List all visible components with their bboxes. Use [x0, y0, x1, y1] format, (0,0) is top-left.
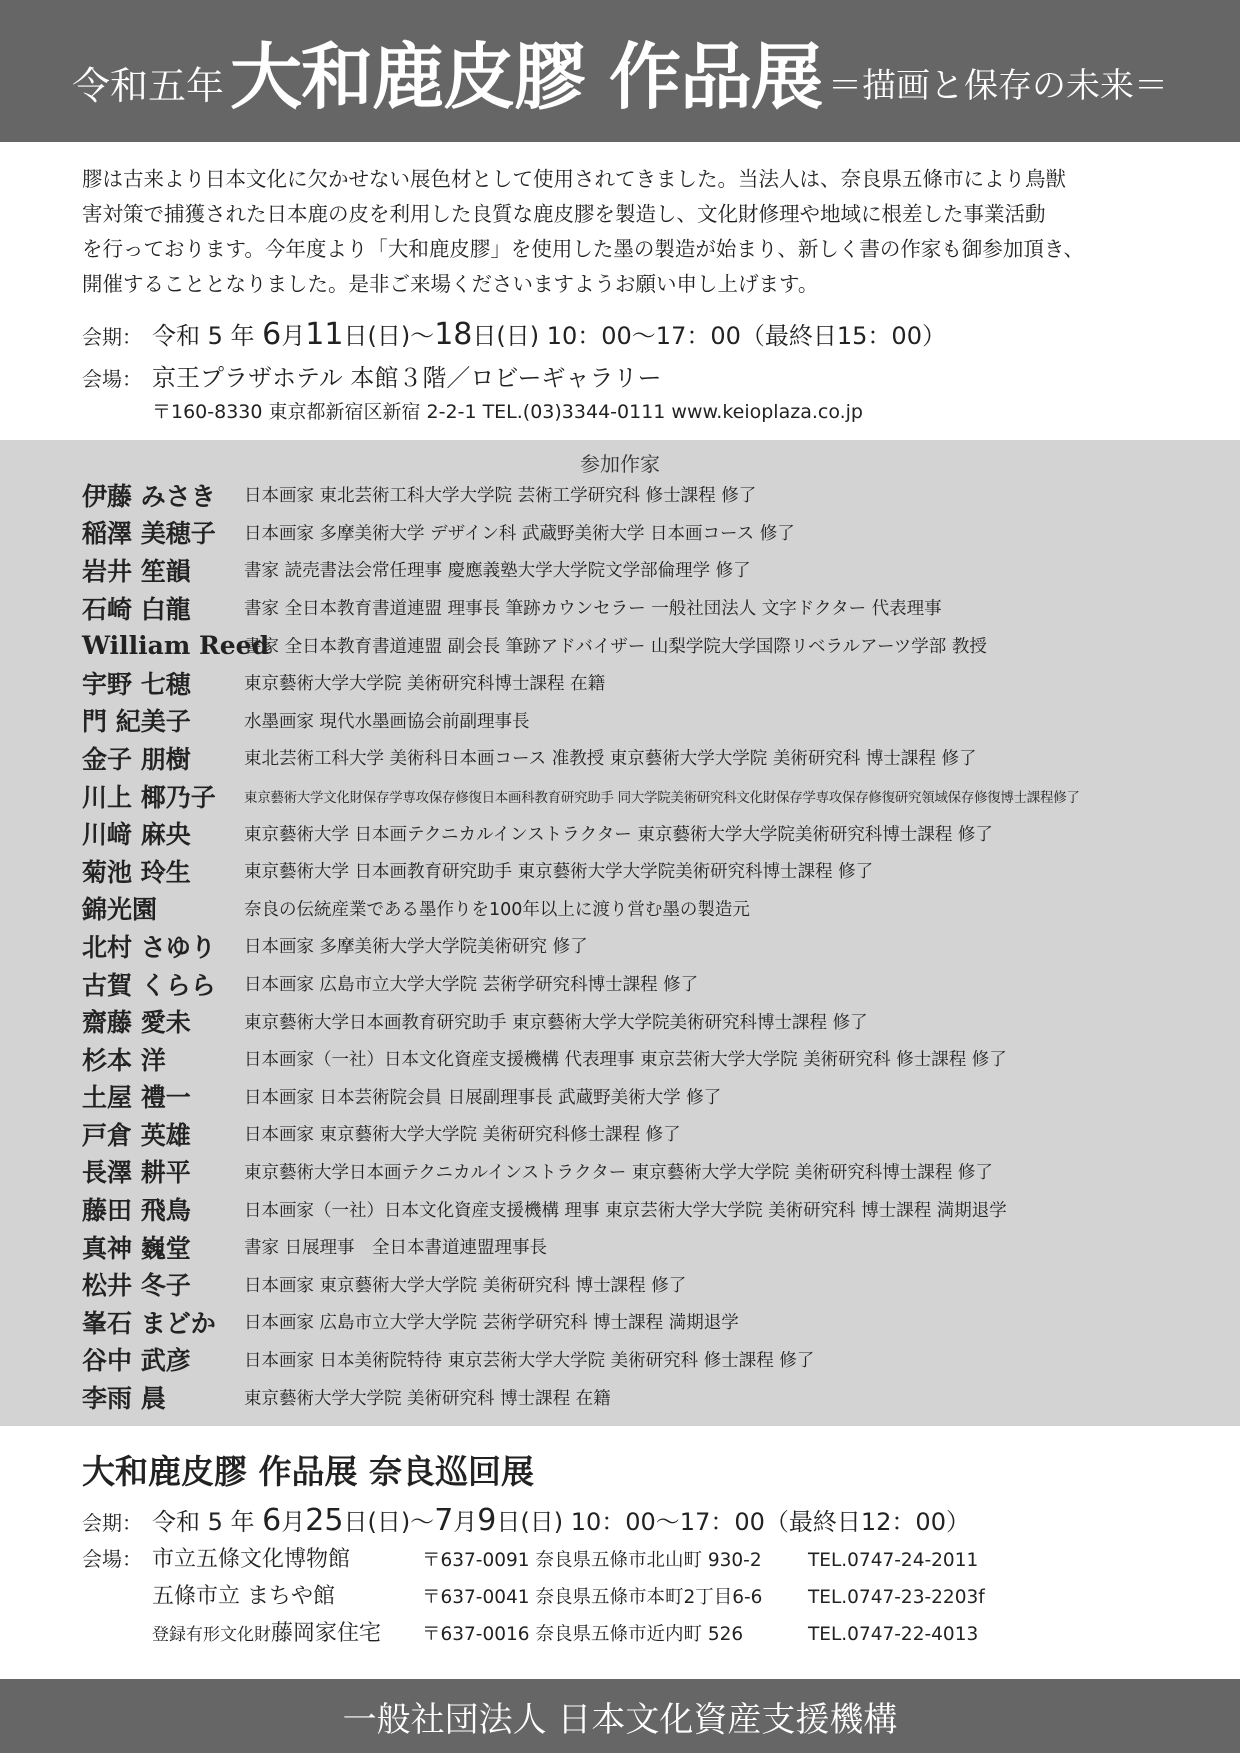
- intro-paragraph: [82, 162, 1172, 302]
- period-hours: 日(日) 10：00～17：00（最終日15：00）: [472, 322, 946, 350]
- artist-row: [82, 890, 1080, 928]
- artist-name: 土屋 禮一: [82, 1083, 191, 1113]
- period-label: 会期：: [82, 1511, 142, 1535]
- artist-name: 錦光園: [82, 895, 158, 925]
- venue-tel: TEL.0747-22-4013: [808, 1624, 979, 1645]
- artist-description: 日本画家 日本美術院特待 東京芸術大学大学院 美術研究科 修士課程 修了: [244, 1350, 815, 1371]
- artist-name: 古賀 くらら: [82, 970, 216, 1000]
- intro-line: 開催することとなりました。是非ご来場くださいますようお願い申し上げます。: [82, 272, 819, 296]
- artist-row: [82, 739, 1080, 777]
- artist-row: [82, 1190, 1080, 1228]
- artist-name: 伊藤 みさき: [82, 481, 216, 511]
- venue-name: [152, 1542, 422, 1573]
- artists-heading: 参加作家: [580, 452, 660, 476]
- artist-row: [82, 1002, 1080, 1040]
- venue-address: 〒160-8330 東京都新宿区新宿 2-2-1 TEL.(03)3344-0111 www.keioplaza.co.jp: [152, 401, 863, 423]
- artist-row: [82, 664, 1080, 702]
- artist-name: 宇野 七穂: [82, 669, 191, 699]
- period-end-month: 7: [434, 1503, 454, 1538]
- artist-name: 長澤 耕平: [82, 1158, 191, 1188]
- venue-label: 会場：: [82, 367, 142, 391]
- artist-description: 東京藝術大学大学院 美術研究科博士課程 在籍: [244, 674, 606, 695]
- artist-description: 書家 日展理事 全日本書道連盟理事長: [244, 1238, 548, 1259]
- artist-row: [82, 1378, 1080, 1416]
- tokyo-period: [82, 316, 946, 352]
- intro-line: 害対策で捕獲された日本鹿の皮を利用した良質な鹿皮膠を製造し、文化財修理や地域に根差した事業活動: [82, 202, 1046, 226]
- venue-name: [152, 1579, 422, 1610]
- artist-name: William Reed: [82, 630, 270, 660]
- artist-row: [82, 702, 1080, 740]
- artist-name: 真神 巍堂: [82, 1233, 191, 1263]
- artist-description: 日本画家 東京藝術大学大学院 美術研究科修士課程 修了: [244, 1125, 681, 1146]
- venue-prefix: 登録有形文化財: [152, 1625, 271, 1645]
- artist-row: [82, 1040, 1080, 1078]
- artist-row: [82, 927, 1080, 965]
- period-month-unit: 月: [281, 1508, 306, 1536]
- artist-description: 日本画家 日本芸術院会員 日展副理事長 武蔵野美術大学 修了: [244, 1087, 722, 1108]
- artist-name: 石崎 白龍: [82, 594, 191, 624]
- artist-description: 東京藝術大学大学院 美術研究科 博士課程 在籍: [244, 1388, 611, 1409]
- artist-description: 日本画家 広島市立大学大学院 芸術学研究科博士課程 修了: [244, 975, 699, 996]
- artist-row: [82, 551, 1080, 589]
- venue-name-text: 市立五條文化博物館: [152, 1547, 351, 1572]
- artist-row: [82, 1153, 1080, 1191]
- banner-subtitle: ＝描画と保存の未来＝: [828, 65, 1169, 106]
- venue-name: 京王プラザホテル 本館３階／ロビーギャラリー: [152, 364, 662, 392]
- period-label: 会期：: [82, 325, 142, 349]
- banner-prefix: 令和五年: [71, 63, 224, 108]
- artist-description: 日本画家 多摩美術大学 デザイン科 武蔵野美術大学 日本画コース 修了: [244, 523, 795, 544]
- artist-name: 戸倉 英雄: [82, 1120, 191, 1150]
- artist-name: 岩井 笙韻: [82, 556, 191, 586]
- artist-description: 水墨画家 現代水墨画協会前副理事長: [244, 711, 530, 732]
- artist-description: 東京藝術大学文化財保存学専攻保存修復日本画科教育研究助手 同大学院美術研究科文化財保存学専攻保存修復研究領域保存修復博士課程修了: [244, 789, 1080, 806]
- period-end-month-unit: 月: [453, 1508, 478, 1536]
- artist-description: 日本画家（一社）日本文化資産支援機構 理事 東京芸術大学大学院 美術研究科 博士課程 満期退学: [244, 1200, 1007, 1221]
- intro-line: を行っております。今年度より「大和鹿皮膠」を使用した墨の製造が始まり、新しく書の作家も御参加頂き、: [82, 237, 1085, 261]
- period-end-day: 9: [477, 1503, 497, 1538]
- venue-row: [82, 1579, 985, 1616]
- artist-description: 書家 全日本教育書道連盟 副会長 筆跡アドバイザー 山梨学院大学国際リベラルアーツ学部 教授: [244, 636, 987, 657]
- venue-name: [152, 1616, 422, 1647]
- artist-name: 齋藤 愛未: [82, 1008, 191, 1038]
- period-month: 6: [262, 317, 282, 352]
- artist-row: [82, 1265, 1080, 1303]
- artist-row: [82, 777, 1080, 815]
- artist-row: [82, 1341, 1080, 1379]
- artist-description: 書家 全日本教育書道連盟 理事長 筆跡カウンセラー 一般社団法人 文字ドクター 代表理事: [244, 599, 942, 620]
- artist-row: [82, 852, 1080, 890]
- period-separator: 日(日)～: [343, 1508, 435, 1536]
- venue-name-text: 五條市立 まちや館: [152, 1584, 335, 1609]
- venue-address: 〒637-0041 奈良県五條市本町2丁目6-6: [422, 1587, 763, 1608]
- artist-name: 門 紀美子: [82, 707, 191, 737]
- venue-name-text: 藤岡家住宅: [271, 1621, 382, 1646]
- artist-name: 李雨 晨: [82, 1384, 166, 1414]
- tokyo-venue: [82, 358, 946, 393]
- nara-title: 大和鹿皮膠 作品展 奈良巡回展: [82, 1452, 534, 1491]
- period-value: [152, 1502, 970, 1538]
- artist-name: 菊池 玲生: [82, 857, 191, 887]
- artist-row: [82, 1078, 1080, 1116]
- period-start-day: 25: [305, 1503, 344, 1538]
- tokyo-info: [82, 316, 946, 424]
- venue-tel: TEL.0747-24-2011: [808, 1550, 979, 1571]
- intro-line: 膠は古来より日本文化に欠かせない展色材として使用されてきました。当法人は、奈良県五條市により鳥獣: [82, 167, 1066, 191]
- artist-description: 東京藝術大学 日本画教育研究助手 東京藝術大学大学院美術研究科博士課程 修了: [244, 862, 874, 883]
- artist-description: 日本画家 広島市立大学大学院 芸術学研究科 博士課程 満期退学: [244, 1313, 739, 1334]
- venue-row: [82, 1616, 985, 1653]
- artist-row: [82, 1303, 1080, 1341]
- period-separator: 日(日)～: [343, 322, 435, 350]
- artist-description: 奈良の伝統産業である墨作りを100年以上に渡り営む墨の製造元: [244, 899, 750, 920]
- organizer-footer: 一般社団法人 日本文化資産支援機構: [0, 1679, 1240, 1753]
- artist-row: [82, 626, 1080, 664]
- venue-tel: TEL.0747-23-2203f: [808, 1587, 985, 1608]
- artist-row: [82, 814, 1080, 852]
- artist-description: 書家 読売書法会常任理事 慶應義塾大学大学院文学部倫理学 修了: [244, 561, 751, 582]
- artist-description: 日本画家 東京藝術大学大学院 美術研究科 博士課程 修了: [244, 1275, 687, 1296]
- nara-period: [82, 1502, 970, 1538]
- period-month: 6: [262, 1503, 282, 1538]
- artist-name: 松井 冬子: [82, 1271, 191, 1301]
- artist-description: 日本画家（一社）日本文化資産支援機構 代表理事 東京芸術大学大学院 美術研究科 修士課程 修了: [244, 1050, 1007, 1071]
- artists-section: [0, 440, 1240, 1426]
- period-start-day: 11: [305, 317, 344, 352]
- artist-name: 峯石 まどか: [82, 1308, 216, 1338]
- artist-name: 藤田 飛鳥: [82, 1196, 191, 1226]
- artist-row: [82, 965, 1080, 1003]
- artist-row: [82, 589, 1080, 627]
- venue-address: 〒637-0091 奈良県五條市北山町 930-2: [422, 1550, 762, 1571]
- artist-name: 川﨑 麻央: [82, 820, 191, 850]
- period-month-unit: 月: [281, 322, 306, 350]
- nara-venues: [82, 1542, 985, 1653]
- title-banner: [0, 0, 1240, 142]
- artist-description: 東京藝術大学 日本画テクニカルインストラクター 東京藝術大学大学院美術研究科博士課程 修了: [244, 824, 993, 845]
- period-value: [152, 316, 946, 352]
- period-year: 令和 5 年: [152, 1508, 255, 1536]
- artist-description: 東京藝術大学日本画教育研究助手 東京藝術大学大学院美術研究科博士課程 修了: [244, 1012, 868, 1033]
- artist-description: 日本画家 多摩美術大学大学院美術研究 修了: [244, 937, 588, 958]
- artist-name: 稲澤 美穂子: [82, 519, 216, 549]
- artist-name: 川上 椰乃子: [82, 782, 216, 812]
- venue-address: 〒637-0016 奈良県五條市近内町 526: [422, 1624, 744, 1645]
- venue-row: [82, 1542, 985, 1579]
- banner-title: 大和鹿皮膠 作品展: [229, 34, 823, 119]
- artist-name: 杉本 洋: [82, 1045, 166, 1075]
- artist-description: 日本画家 東北芸術工科大学大学院 芸術工学研究科 修士課程 修了: [244, 486, 757, 507]
- period-hours: 日(日) 10：00～17：00（最終日12：00）: [496, 1508, 970, 1536]
- artist-row: [82, 476, 1080, 514]
- artist-name: 谷中 武彦: [82, 1346, 191, 1376]
- artist-name: 北村 さゆり: [82, 932, 216, 962]
- artist-row: [82, 514, 1080, 552]
- artist-list: [82, 476, 1080, 1416]
- venue-label: 会場：: [82, 1547, 142, 1571]
- artist-row: [82, 1228, 1080, 1266]
- period-end-day: 18: [434, 317, 473, 352]
- period-year: 令和 5 年: [152, 322, 255, 350]
- artist-description: 東北芸術工科大学 美術科日本画コース 准教授 東京藝術大学大学院 美術研究科 博士課程 修了: [244, 749, 977, 770]
- artist-row: [82, 1115, 1080, 1153]
- artist-description: 東京藝術大学日本画テクニカルインストラクター 東京藝術大学大学院 美術研究科博士課程 修了: [244, 1162, 993, 1183]
- artist-name: 金子 朋樹: [82, 744, 191, 774]
